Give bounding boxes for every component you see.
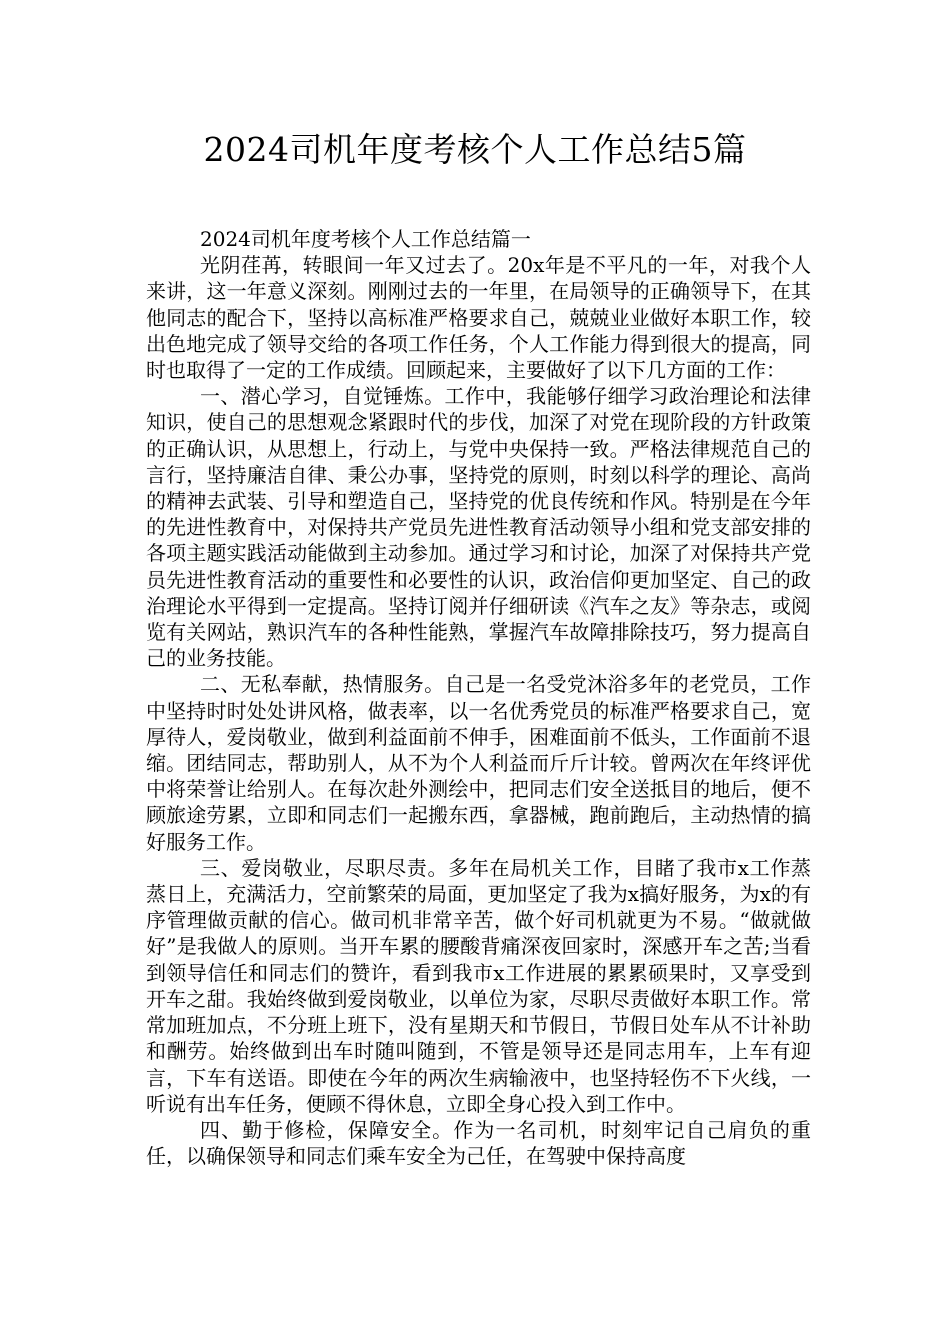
paragraph-intro: 光阴荏苒，转眼间一年又过去了。20x年是不平凡的一年，对我个人来讲，这一年意义深刻。刚刚过去的一年里，在局领导的正确领导下，在其他同志的配合下，坚持以高标准严格要求自己，兢兢业业做好本职工作，较出色地完成了领导交给的各项工作任务，个人工作能力得到很大的提高，同时也取得了一定的工作成绩。回顾起来，主要做好了以下几方面的工作： bbox=[146, 253, 811, 383]
paragraph-safety: 四、勤于修检，保障安全。作为一名司机，时刻牢记自己肩负的重任，以确保领导和同志们乘车安全为己任，在驾驶中保持高度 bbox=[146, 1117, 811, 1169]
paragraph-service: 二、无私奉献，热情服务。自己是一名受党沐浴多年的老党员，工作中坚持时时处处讲风格，做表率，以一名优秀党员的标准严格要求自己，宽厚待人，爱岗敬业，做到利益面前不伸手，困难面前不低头，工作面前不退缩。团结同志，帮助别人，从不为个人利益而斤斤计较。曾两次在年终评优中将荣誉让给别人。在每次赴外测绘中，把同志们安全送抵目的地后，便不顾旅途劳累，立即和同志们一起搬东西，拿器械，跑前跑后，主动热情的搞好服务工作。 bbox=[146, 672, 811, 854]
section-heading: 2024司机年度考核个人工作总结篇一 bbox=[200, 227, 531, 251]
document-body bbox=[146, 226, 811, 1169]
document-title: 2024司机年度考核个人工作总结5篇 bbox=[203, 130, 747, 169]
paragraph-dedication: 三、爱岗敬业，尽职尽责。多年在局机关工作，目睹了我市x工作蒸蒸日上，充满活力，空前繁荣的局面，更加坚定了我为x搞好服务，为x的有序管理做贡献的信心。做司机非常辛苦，做个好司机就更为不易。“做就做好”是我做人的原则。当开车累的腰酸背痛深夜回家时，深感开车之苦;当看到领导信任和同志们的赞许，看到我市x工作进展的累累硕果时，又享受到开车之甜。我始终做到爱岗敬业，以单位为家，尽职尽责做好本职工作。常常加班加点，不分班上班下，没有星期天和节假日，节假日处车从不计补助和酬劳。始终做到出车时随叫随到，不管是领导还是同志用车，上车有迎言，下车有送语。即使在今年的两次生病输液中，也坚持轻伤不下火线，一听说有出车任务，便顾不得休息，立即全身心投入到工作中。 bbox=[146, 855, 811, 1116]
paragraph-study: 一、潜心学习，自觉锤炼。工作中，我能够仔细学习政治理论和法律知识，使自己的思想观念紧跟时代的步伐，加深了对党在现阶段的方针政策的正确认识，从思想上，行动上，与党中央保持一致。严格法律规范自己的言行，坚持廉洁自律、秉公办事，坚持党的原则，时刻以科学的理论、高尚的精神去武装、引导和塑造自己，坚持党的优良传统和作风。特别是在今年的先进性教育中，对保持共产党员先进性教育活动领导小组和党支部安排的各项主题实践活动能做到主动参加。通过学习和讨论，加深了对保持共产党员先进性教育活动的重要性和必要性的认识，政治信仰更加坚定、自己的政治理论水平得到一定提高。坚持订阅并仔细研读《汽车之友》等杂志，或阅览有关网站，熟识汽车的各种性能熟，掌握汽车故障排除技巧，努力提高自己的业务技能。 bbox=[146, 384, 811, 671]
